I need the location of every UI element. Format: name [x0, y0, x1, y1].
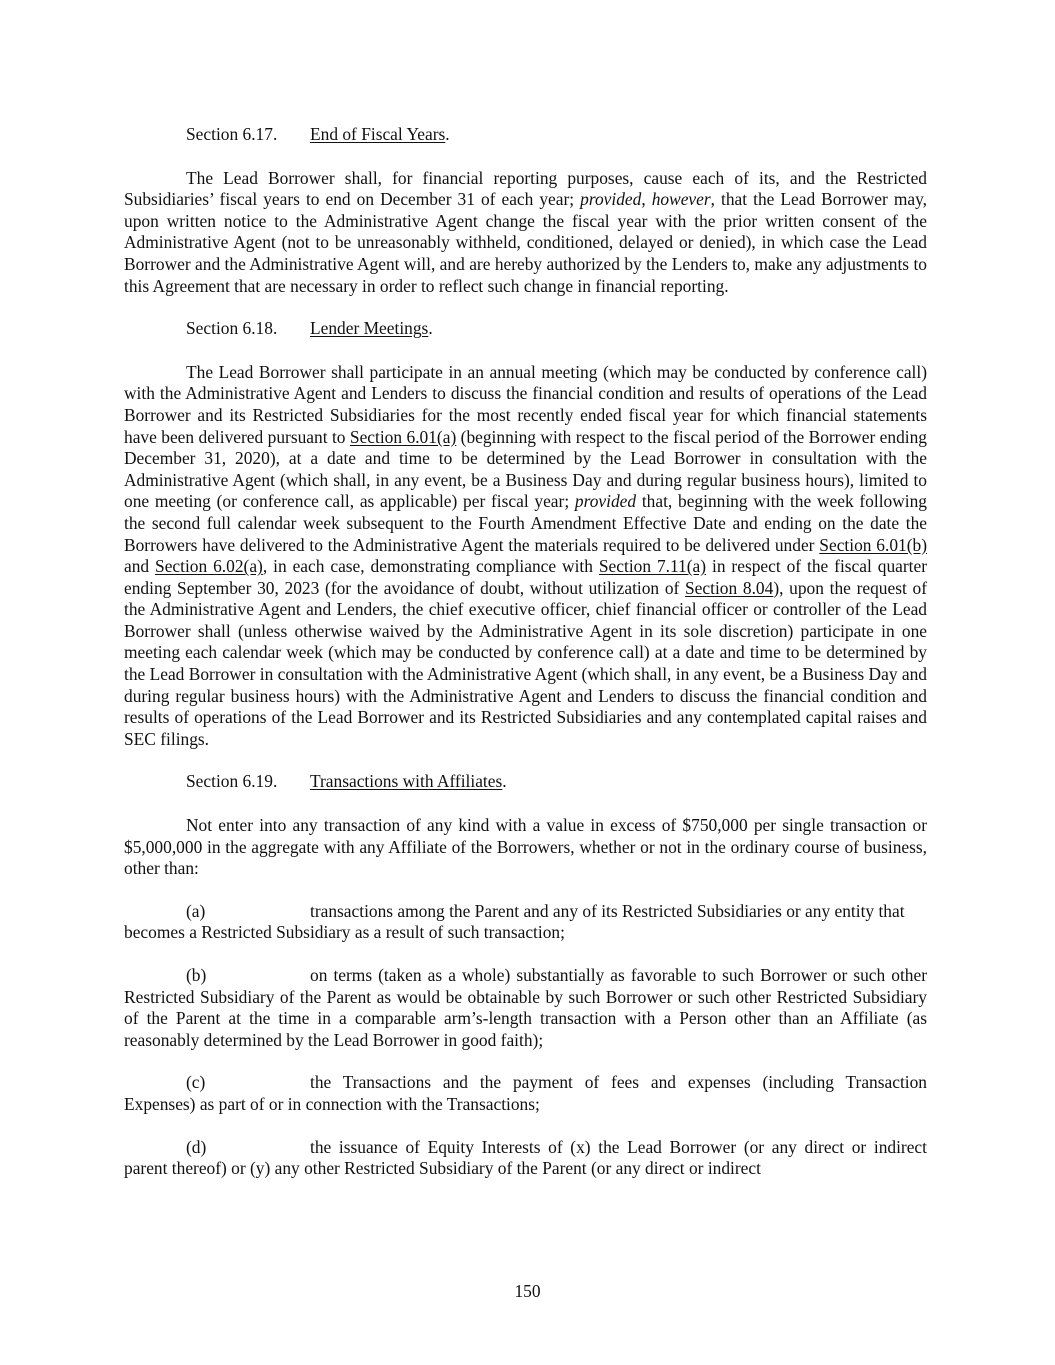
- clause-text: transactions among the Parent and any of its Restricted Subsidiaries or any entity that becomes a Restricted Subsidiary as a result of such transaction;: [124, 900, 905, 943]
- clause-label: (c): [186, 1072, 206, 1093]
- clause-text: the Transactions and the payment of fees and expenses (including Transaction Expenses) as part of or in connection with the Transactions;: [124, 1072, 927, 1114]
- section-title: Lender Meetings: [310, 318, 429, 339]
- section-number: Section 6.17.: [186, 124, 278, 144]
- section-number: Section 6.18.: [186, 318, 278, 339]
- clause-text: the issuance of Equity Interests of (x) the Lead Borrower (or any direct or indirect parent thereof) or (y) any other Restricted Subsidiary of the Parent (or any direct or indirect: [124, 1136, 927, 1179]
- cross-reference-link[interactable]: Section 7.11(a): [598, 556, 707, 577]
- section-6-17-paragraph: The Lead Borrower shall, for financial reporting purposes, cause each of its, and the Restricted Subsidiaries’ fiscal years to end on December 31 of each year; provided, however, that the Lead Borrower may, upon written notice to the Administrative Agent change the fiscal year with the prior written consent of the Administrative Agent (not to be unreasonably withheld, conditioned, delayed or denied), in which case the Lead Borrower and the Administrative Agent will, and are hereby authorized by the Lenders to, make any adjustments to this Agreement that are necessary in order to reflect such change in financial reporting.: [124, 167, 928, 296]
- clause-b: [124, 965, 927, 1051]
- cross-reference-link[interactable]: Section 6.02(a): [155, 556, 263, 577]
- cross-reference-link[interactable]: Section 6.01(b): [819, 534, 927, 555]
- section-6-18-paragraph: The Lead Borrower shall participate in an annual meeting (which may be conducted by conference call) with the Administrative Agent and Lenders to discuss the financial condition and results of operations of the Lead Borrower and its Restricted Subsidiaries for the most recently ended fiscal year for which financial statements have been delivered pursuant to Section 6.01(a) (beginning with respect to the fiscal period of the Borrower ending December 31, 2020), at a date and time to be determined by the Lead Borrower in consultation with the Administrative Agent (which shall, in any event, be a Business Day and during regular business hours), limited to one meeting (or conference call, as applicable) per fiscal year; provided that, beginning with the week following the second full calendar week subsequent to the Fourth Amendment Effective Date and ending on the date the Borrowers have delivered to the Administrative Agent the materials required to be delivered under Section 6.01(b) and Section 6.02(a), in each case, demonstrating compliance with Section 7.11(a) in respect of the fiscal quarter ending September 30, 2023 (for the avoidance of doubt, without utilization of Section 8.04), upon the request of the Administrative Agent and Lenders, the chief executive officer, chief financial officer or controller of the Lead Borrower shall (unless otherwise waived by the Administrative Agent in its sole discretion) participate in one meeting each calendar week (which may be conducted by conference call) at a date and time to be determined by the Lead Borrower in consultation with the Administrative Agent (which shall, in any event, be a Business Day and during regular business hours) with the Administrative Agent and Lenders to discuss the financial condition and results of operations of the Lead Borrower and its Restricted Subsidiaries and any contemplated capital raises and SEC filings.: [124, 361, 928, 749]
- clause-text: on terms (taken as a whole) substantially as favorable to such Borrower or such other Restricted Subsidiary of the Parent as would be obtainable by such Borrower or such other Restricted Subsidiary of the Parent at the time in a comparable arm’s-length transaction with a Person other than an Affiliate (as reasonably determined by the Lead Borrower in good faith);: [124, 965, 927, 1050]
- clause-label: (b): [186, 965, 207, 985]
- clause-a: [124, 901, 927, 944]
- section-heading-6-18: Section 6.18. Lender Meetings.: [186, 318, 433, 339]
- section-heading-6-19: Section 6.19. Transactions with Affiliates.: [186, 771, 507, 792]
- page-number: 150: [514, 1281, 541, 1301]
- section-heading-6-17: Section 6.17. End of Fiscal Years.: [186, 124, 450, 144]
- clause-label: (a): [186, 900, 206, 921]
- clause-d: [124, 1137, 927, 1180]
- section-title: End of Fiscal Years: [310, 124, 446, 144]
- section-number: Section 6.19.: [186, 771, 278, 792]
- section-6-19-paragraph: Not enter into any transaction of any kind with a value in excess of $750,000 per single transaction or $5,000,000 in the aggregate with any Affiliate of the Borrowers, whether or not in the ordinary course of business, other than:: [124, 815, 927, 879]
- clause-c: [124, 1072, 927, 1115]
- clause-label: (d): [186, 1136, 207, 1157]
- document-page: [124, 124, 927, 1180]
- cross-reference-link[interactable]: Section 8.04: [685, 577, 774, 598]
- cross-reference-link[interactable]: Section 6.01(a): [349, 426, 457, 447]
- section-title: Transactions with Affiliates: [310, 771, 503, 792]
